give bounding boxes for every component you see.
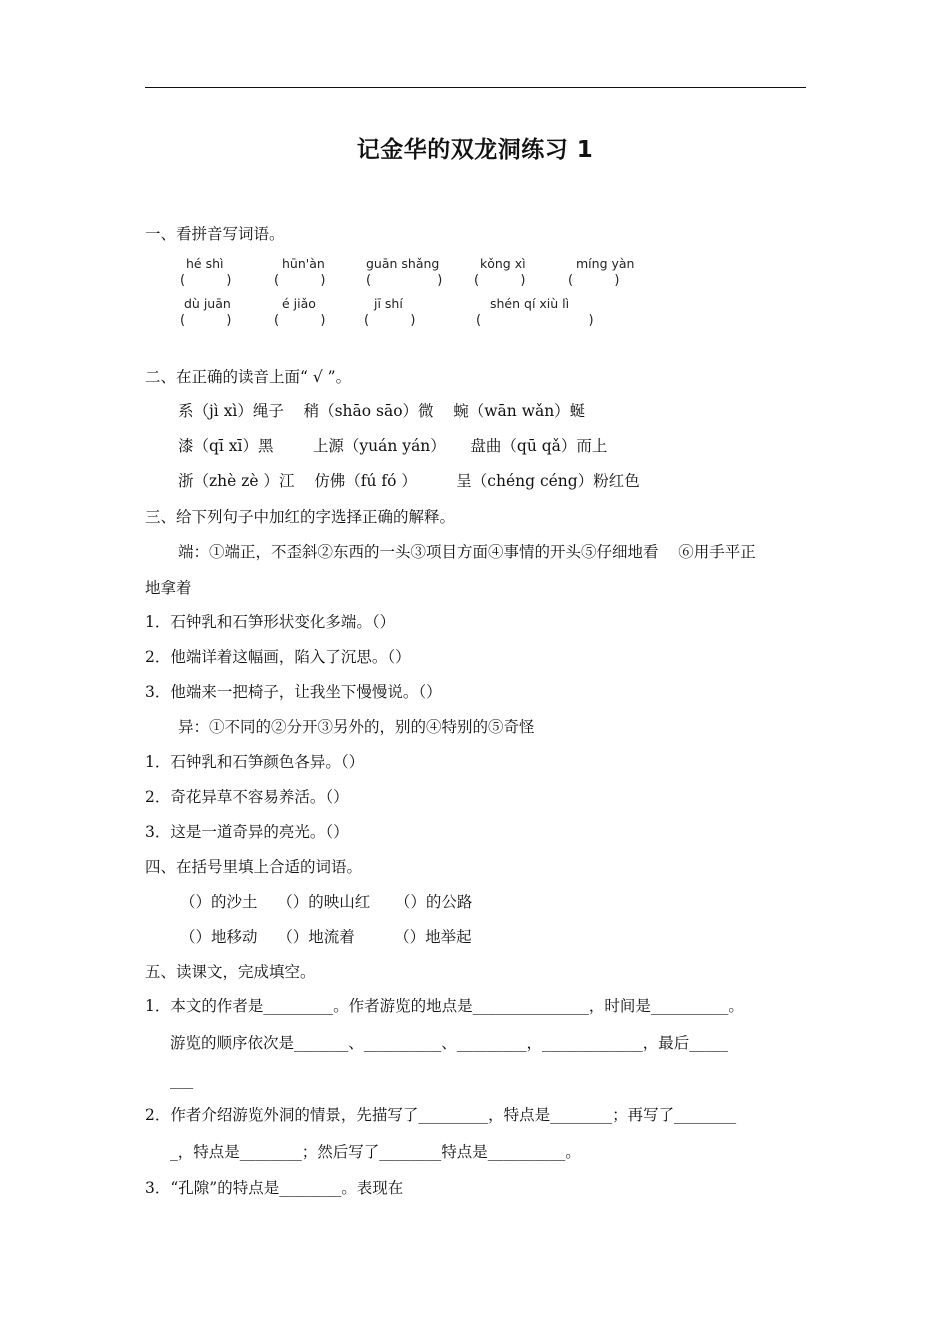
page-title: 记金华的双龙洞练习 1 [356,137,594,163]
duan-definitions: 端：①端正，不歪斜②东西的一头③项目方面④事情的开头⑤仔细地看 ⑥用手平正 [178,543,756,561]
paren-4: ( ) [474,273,526,288]
duan-definitions-cont: 地拿着 [145,579,192,597]
pinyin-7: é jiǎo [282,296,316,311]
section4-line-2: （）地移动 （）地流着 （）地举起 [180,928,472,946]
pinyin-exercise [178,252,658,334]
pinyin-9: shén qí xiù lì [490,296,570,311]
pinyin-4: kǒng xì [480,256,526,271]
paren-2: ( ) [274,273,326,288]
duan-item-1: 1．石钟乳和石笋形状变化多端。（） [145,613,396,631]
paren-7: ( ) [274,313,326,328]
section2-line-1: 系（jì xì）绳子 稍（shāo sāo）微 蜿（wān wǎn）蜒 [178,402,586,420]
section2-line-2: 漆（qī xī）黑 上源（yuán yán） 盘曲（qū qǎ）而上 [178,437,608,455]
pinyin-8: jī shí [374,296,403,311]
paren-8: ( ) [364,313,416,328]
pinyin-5: míng yàn [576,256,635,271]
section2-heading: 二、在正确的读音上面“ √ ”。 [145,368,352,386]
pinyin-1: hé shì [186,256,224,271]
section3-heading: 三、给下列句子中加红的字选择正确的解释。 [145,508,456,526]
section5-line-4: 2．作者介绍游览外洞的情景，先描写了_________，特点是________；再写了________ [145,1106,737,1124]
paren-3: ( ) [366,273,443,288]
yi-item-3: 3．这是一道奇异的亮光。（） [145,823,349,841]
section5-line-5: _，特点是________；然后写了________特点是__________。 [170,1143,581,1161]
section4-heading: 四、在括号里填上合适的词语。 [145,858,363,876]
pinyin-3: guān shǎng [366,256,440,271]
section5-line-3: ___ [170,1071,194,1089]
paren-1: ( ) [180,273,232,288]
pinyin-2: hūn'àn [282,256,325,271]
section2-line-3: 浙（zhè zè ）江 仿佛（fú fó ） 呈（chéng céng）粉红色 [178,472,640,490]
pinyin-6: dù juān [184,296,231,311]
paren-9: ( ) [476,313,594,328]
section4-line-1: （）的沙土 （）的映山红 （）的公路 [180,893,473,911]
paren-5: ( ) [568,273,620,288]
paren-6: ( ) [180,313,232,328]
section5-heading: 五、读课文，完成填空。 [145,963,316,981]
section5-line-1: 1．本文的作者是_________。作者游览的地点是_______________，时间是__________。 [145,997,744,1015]
section5-line-2: 游览的顺序依次是_______、__________、_________，_____________，最后_____ [170,1034,729,1052]
duan-item-3: 3．他端来一把椅子，让我坐下慢慢说。（） [145,683,442,701]
yi-item-1: 1．石钟乳和石笋颜色各异。（） [145,753,365,771]
yi-definitions: 异：①不同的②分开③另外的，别的④特别的⑤奇怪 [178,718,535,736]
yi-item-2: 2．奇花异草不容易养活。（） [145,788,349,806]
header-rule [145,87,806,88]
duan-item-2: 2．他端详着这幅画，陷入了沉思。（） [145,648,411,666]
section1-heading: 一、看拼音写词语。 [145,225,285,243]
section5-line-6: 3．“孔隙”的特点是________。表现在 [145,1179,404,1197]
